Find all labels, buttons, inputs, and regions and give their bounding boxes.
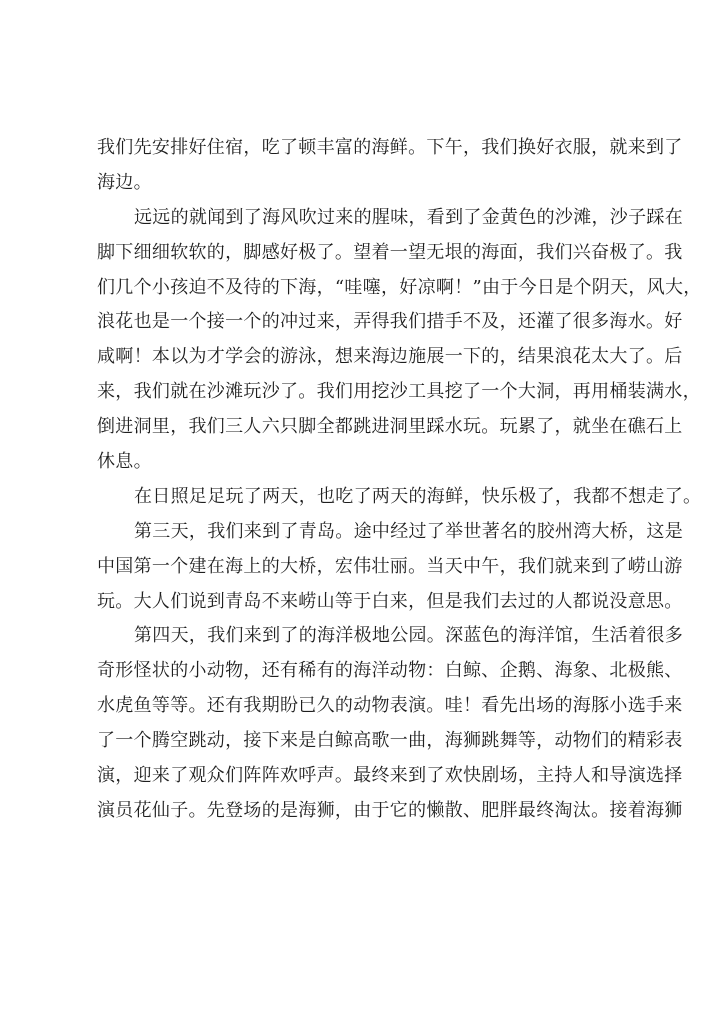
text-line: 休息。 — [97, 451, 152, 473]
text-line: 咸啊！本以为才学会的游泳，想来海边施展一下的，结果浪花太大了。后 — [97, 346, 683, 368]
text-line: 脚下细细软软的，脚感好极了。望着一望无垠的海面，我们兴奋极了。我 — [97, 241, 683, 263]
text-line: 浪花也是一个接一个的冲过来，弄得我们措手不及，还灌了很多海水。好 — [97, 311, 683, 333]
text-line: 奇形怪状的小动物，还有稀有的海洋动物：白鲸、企鹅、海象、北极熊、 — [97, 660, 683, 682]
text-line: 演，迎来了观众们阵阵欢呼声。最终来到了欢快剧场，主持人和导演选择 — [97, 765, 683, 787]
text-line: 来，我们就在沙滩玩沙了。我们用挖沙工具挖了一个大洞，再用桶装满水， — [97, 381, 701, 403]
paragraph-start-line: 第四天，我们来到了的海洋极地公园。深蓝色的海洋馆，生活着很多 — [134, 625, 683, 647]
paragraph-start-line: 远远的就闻到了海风吹过来的腥味，看到了金黄色的沙滩，沙子踩在 — [134, 206, 683, 228]
text-line: 倒进洞里，我们三人六只脚全都跳进洞里踩水玩。玩累了，就坐在礁石上 — [97, 416, 683, 438]
text-line: 我们先安排好住宿，吃了顿丰富的海鲜。下午，我们换好衣服，就来到了 — [97, 137, 683, 158]
text-line: 中国第一个建在海上的大桥，宏伟壮丽。当天中午，我们就来到了崂山游 — [97, 555, 683, 577]
text-line: 玩。大人们说到青岛不来崂山等于白来，但是我们去过的人都说没意思。 — [97, 590, 683, 612]
text-line: 们几个小孩迫不及待的下海，“哇噻，好凉啊！”由于今日是个阴天，风大， — [97, 276, 702, 298]
text-line: 了一个腾空跳动，接下来是白鲸高歌一曲，海狮跳舞等，动物们的精彩表 — [97, 730, 683, 752]
paragraph-start-line: 在日照足足玩了两天，也吃了两天的海鲜，快乐极了，我都不想走了。 — [134, 485, 702, 507]
document-body — [97, 131, 702, 829]
text-line: 海边。 — [97, 171, 152, 193]
paragraph-start-line: 第三天，我们来到了青岛。途中经过了举世著名的胶州湾大桥，这是 — [134, 520, 683, 542]
text-line: 演员花仙子。先登场的是海狮，由于它的懒散、肥胖最终淘汰。接着海狮 — [97, 799, 683, 821]
text-line: 水虎鱼等等。还有我期盼已久的动物表演。哇！看先出场的海豚小选手来 — [97, 695, 683, 717]
